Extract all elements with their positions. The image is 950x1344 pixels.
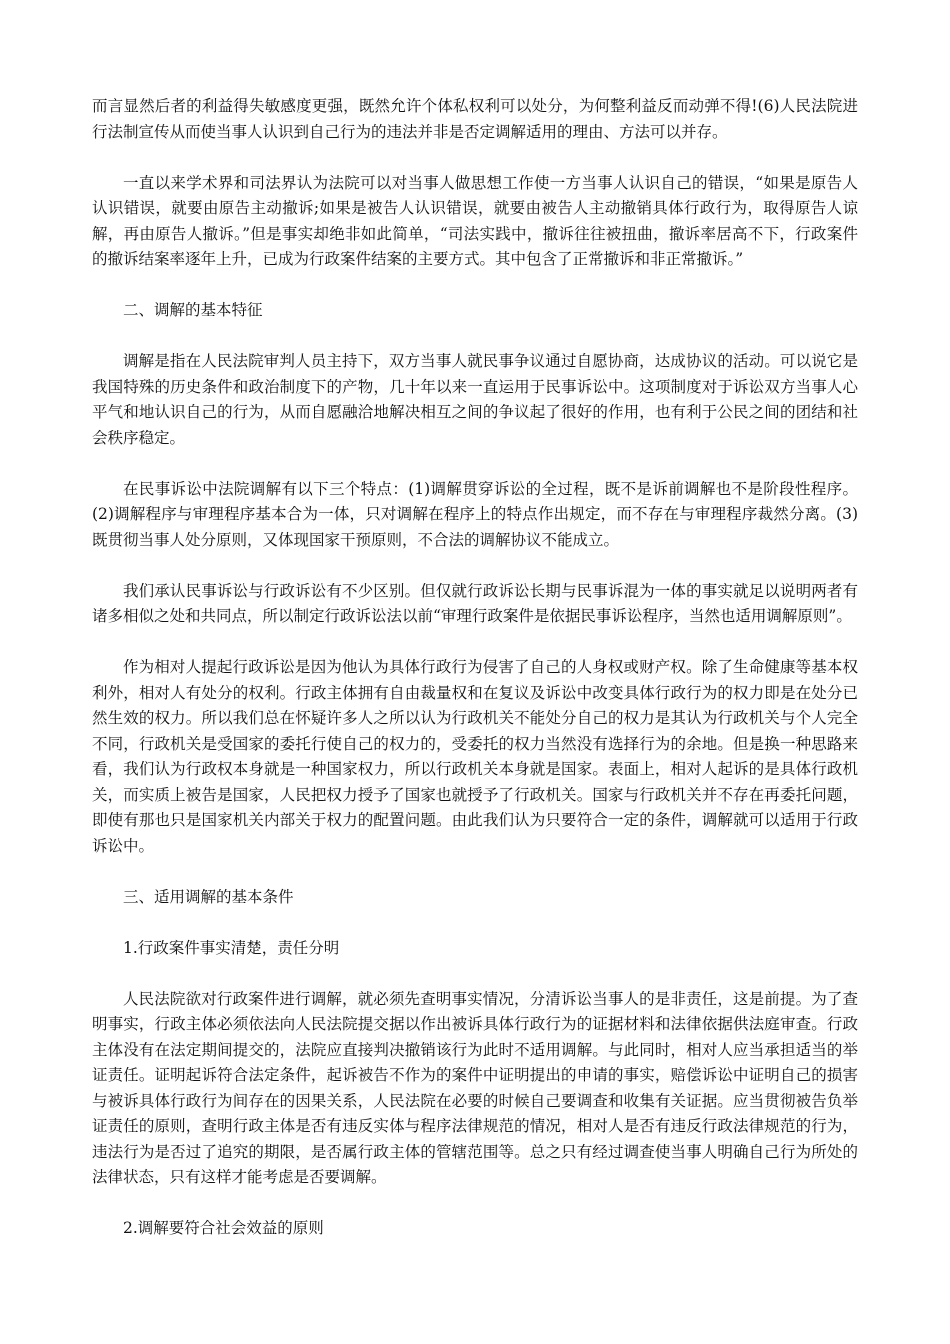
paragraph-disposal-rights: 作为相对人提起行政诉讼是因为他认为具体行政行为侵害了自己的人身权或财产权。除了生命健康等基本权利外，相对人有处分的权利。行政主体拥有自由裁量权和在复议及诉讼中改变具体行政行为的权力即是在处分已然生效的权力。所以我们总在怀疑许多人之所以认为行政机关不能处分自己的权力是其认为行政机关与个人完全不同，行政机关是受国家的委托行使自己的权力的，受委托的权力当然没有选择行为的余地。但是换一种思路来看，我们认为行政权本身就是一种国家权力，所以行政机关本身就是国家。表面上，相对人起诉的是具体行政机关，而实质上被告是国家，人民把权力授予了国家也就授予了行政机关。国家与行政机关并不存在再委托问题，即使有那也只是国家机关内部关于权力的配置问题。由此我们认为只要符合一定的条件，调解就可以适用于行政诉讼中。 [92,658,858,855]
subsection-heading-3-2: 2.调解要符合社会效益的原则 [123,1219,324,1237]
section-heading-3: 三、适用调解的基本条件 [123,887,294,906]
document-page [92,94,858,1267]
paragraph-mediation-definition: 调解是指在人民法院审判人员主持下，双方当事人就民事争议通过自愿协商，达成协议的活动。可以说它是我国特殊的历史条件和政治制度下的产物，几十年以来一直运用于民事诉讼中。这项制度对于诉讼双方当事人心平气和地认识自己的行为，从而自愿融洽地解决相互之间的争议起了很好的作用，也有利于公民之间的团结和社会秩序稳定。 [92,352,858,447]
paragraph-fact-finding: 人民法院欲对行政案件进行调解，就必须先查明事实情况，分清诉讼当事人的是非责任，这是前提。为了查明事实，行政主体必须依法向人民法院提交据以作出被诉具体行政行为的证据材料和法律依据供法庭审查。行政主体没有在法定期间提交的，法院应直接判决撤销该行为此时不适用调解。与此同时，相对人应当承担适当的举证责任。证明起诉符合法定条件，起诉被告不作为的案件中证明提出的申请的事实，赔偿诉讼中证明自己的损害与被诉具体行政行为间存在的因果关系，人民法院在必要的时候自己要调查和收集有关证据。应当贯彻被告负举证责任的原则，查明行政主体是否有违反实体与程序法律规范的情况，相对人是否有违反行政法律规范的行为，违法行为是否过了追究的期限，是否属行政主体的管辖范围等。总之只有经过调查使当事人明确自己行为所处的法律状态，只有这样才能考虑是否要调解。 [92,989,858,1186]
paragraph-three-features: 在民事诉讼中法院调解有以下三个特点：(1)调解贯穿诉讼的全过程，既不是诉前调解也不是阶段性程序。(2)调解程序与审理程序基本合为一体，只对调解在程序上的特点作出规定，而不存在与审理程序裁然分离。(3)既贯彻当事人处分原则，又体现国家干预原则，不合法的调解协议不能成立。 [92,479,858,549]
paragraph-continuation: 而言显然后者的利益得失敏感度更强，既然允许个体私权利可以处分，为何整利益反而动弹不得!(6)人民法院进行法制宣传从而使当事人认识到自己行为的违法并非是否定调解适用的理由、方法可以并存。 [92,97,858,141]
section-heading-2: 二、调解的基本特征 [123,301,263,319]
subsection-heading-3-1: 1.行政案件事实清楚，责任分明 [123,938,340,957]
paragraph-withdrawal: 一直以来学术界和司法界认为法院可以对当事人做思想工作使一方当事人认识自己的错误，“如果是原告人认识错误，就要由原告主动撤诉;如果是被告人认识错误，就要由被告人主动撤销具体行政行为，取得原告人谅解，再由原告人撤诉。”但是事实却绝非如此简单，“司法实践中，撤诉往往被扭曲，撤诉率居高不下，行政案件的撤诉结案率逐年上升，已成为行政案件结案的主要方式。其中包含了正常撤诉和非正常撤诉。” [92,173,858,268]
paragraph-civil-vs-admin: 我们承认民事诉讼与行政诉讼有不少区别。但仅就行政诉讼长期与民事诉混为一体的事实就足以说明两者有诸多相似之处和共同点，所以制定行政诉讼法以前“审理行政案件是依据民事诉讼程序，当然也适用调解原则”。 [92,581,858,625]
